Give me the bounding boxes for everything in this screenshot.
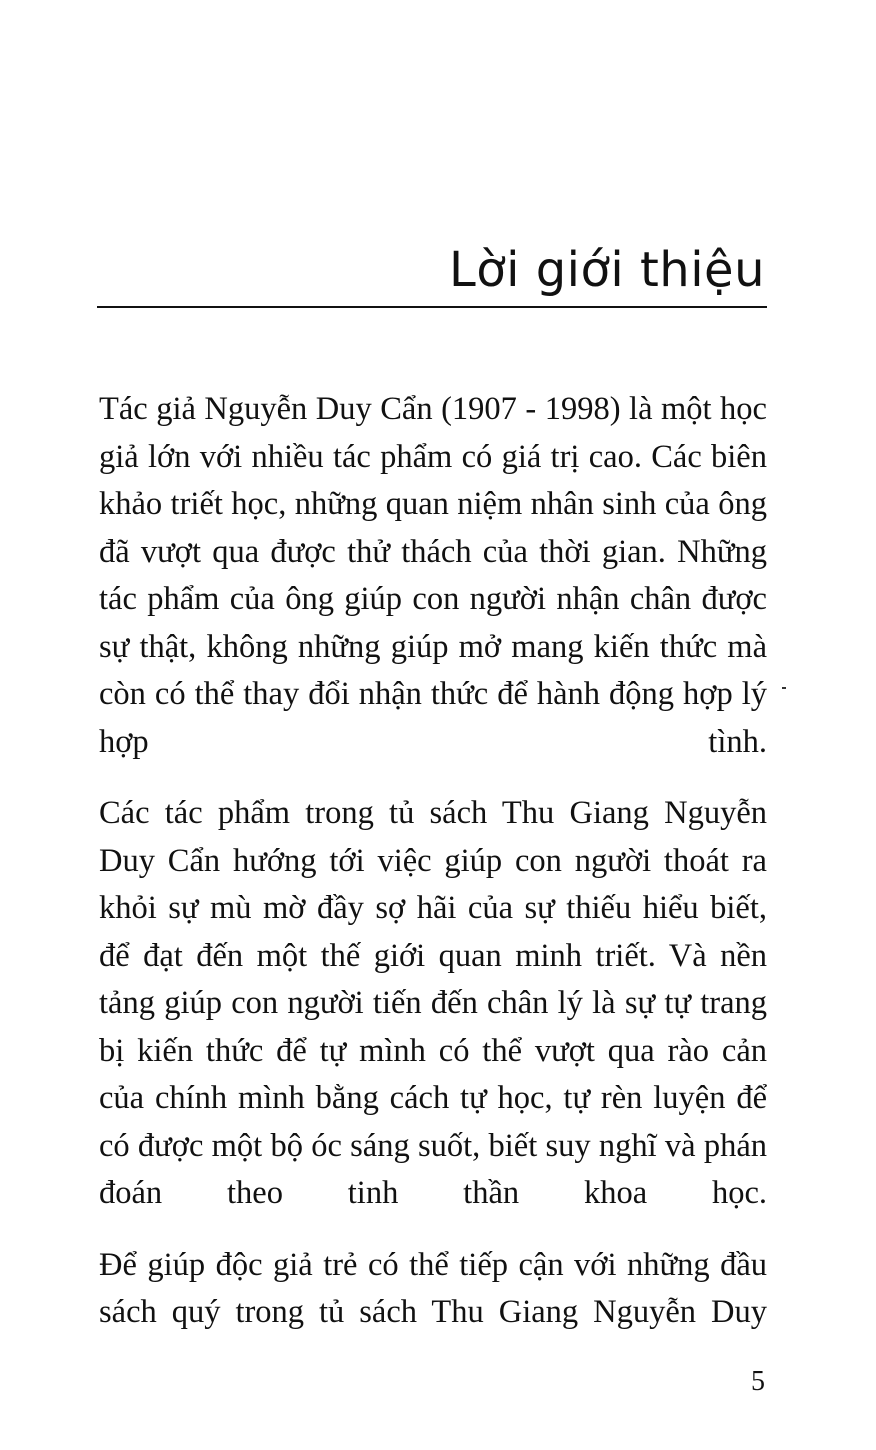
paragraph: Tác giả Nguyễn Duy Cẩn (1907 - 1998) là một học giả lớn với nhiều tác phẩm có giá trị cao. Các biên khảo triết học, những quan niệm nhân sinh của ông đã vượt qua được thử thách của thời gian. Những tác phẩm của ông giúp con người nhận chân được sự thật, không những giúp mở mang kiến thức mà còn có thể thay đổi nhận thức để hành động hợp lý hợp tình. (99, 391, 767, 760)
title-underline (97, 306, 767, 308)
page-number: 5 (751, 1366, 765, 1397)
chapter-title: Lời giới thiệu (449, 242, 765, 298)
body-text (99, 386, 767, 1361)
margin-mark (782, 687, 786, 689)
paragraph: Để giúp độc giả trẻ có thể tiếp cận với những đầu sách quý trong tủ sách Thu Giang Nguyễn Duy (99, 1246, 767, 1330)
paragraph: Các tác phẩm trong tủ sách Thu Giang Nguyễn Duy Cẩn hướng tới việc giúp con người thoát ra khỏi sự mù mờ đầy sợ hãi của sự thiếu hiểu biết, để đạt đến một thế giới quan minh triết. Và nền tảng giúp con người tiến đến chân lý là sự tự trang bị kiến thức để tự mình có thể vượt qua rào cản của chính mình bằng cách tự học, tự rèn luyện để có được một bộ óc sáng suốt, biết suy nghĩ và phán đoán theo tinh thần khoa học. (99, 795, 767, 1211)
